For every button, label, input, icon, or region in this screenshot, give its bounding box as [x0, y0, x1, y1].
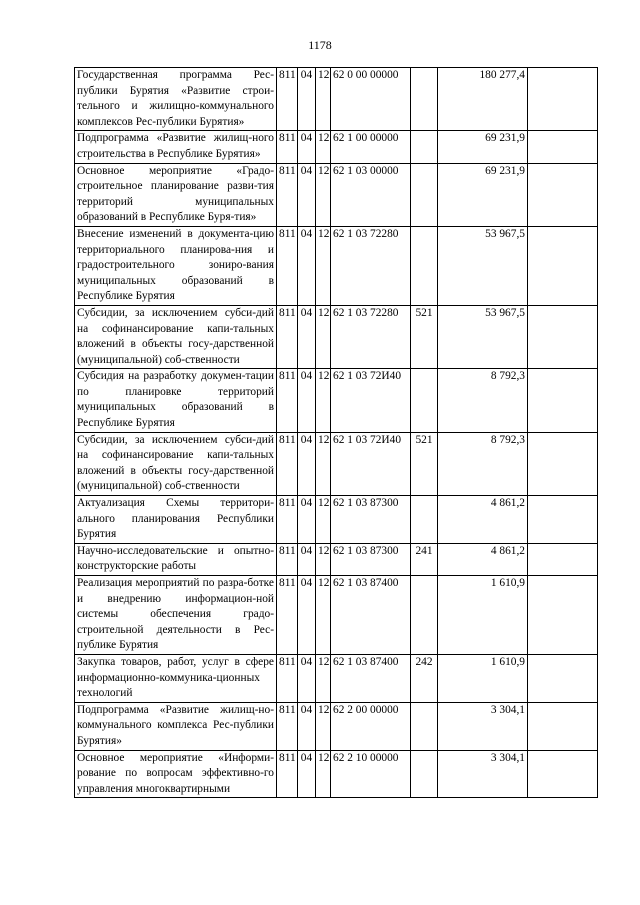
table-row	[75, 576, 598, 655]
row-target-article: 62 1 00 00000	[331, 131, 411, 163]
row-section-code: 04	[298, 496, 316, 544]
row-target-article: 62 2 00 00000	[331, 702, 411, 750]
row-expense-type	[411, 226, 438, 305]
row-expense-type: 241	[411, 543, 438, 575]
row-target-article: 62 1 03 87300	[331, 543, 411, 575]
row-expense-type	[411, 702, 438, 750]
row-subsection-code: 12	[316, 750, 331, 798]
row-ministry-code: 811	[277, 702, 298, 750]
row-empty-cell	[528, 131, 598, 163]
row-name-cell: Научно-исследовательские и опытно-конструкторские работы	[75, 543, 277, 575]
row-amount: 4 861,2	[438, 496, 528, 544]
row-ministry-code: 811	[277, 543, 298, 575]
row-subsection-code: 12	[316, 131, 331, 163]
row-name-cell: Подпрограмма «Развитие жилищ-но-коммунального комплекса Рес-публики Бурятия»	[75, 702, 277, 750]
row-expense-type	[411, 750, 438, 798]
row-ministry-code: 811	[277, 496, 298, 544]
row-amount: 53 967,5	[438, 305, 528, 368]
row-ministry-code: 811	[277, 654, 298, 702]
table-row	[75, 163, 598, 226]
row-name-cell: Реализация мероприятий по разра-ботке и внедрению информацион-ной системы обеспечения градо-строительной деятельности в Рес-публике Бурятия	[75, 576, 277, 655]
row-section-code: 04	[298, 576, 316, 655]
row-ministry-code: 811	[277, 432, 298, 495]
row-ministry-code: 811	[277, 226, 298, 305]
row-name-cell: Государственная программа Рес-публики Бурятия «Развитие строи-тельного и жилищно-коммунального комплексов Рес-публики Бурятия»	[75, 68, 277, 131]
row-section-code: 04	[298, 305, 316, 368]
page-number: 1178	[308, 38, 332, 52]
row-expense-type	[411, 369, 438, 432]
row-empty-cell	[528, 369, 598, 432]
table-row	[75, 131, 598, 163]
row-name-cell: Субсидия на разработку докумен-тации по планировке территорий муниципальных образований в Республике Бурятия	[75, 369, 277, 432]
row-expense-type	[411, 576, 438, 655]
row-empty-cell	[528, 226, 598, 305]
row-section-code: 04	[298, 68, 316, 131]
row-empty-cell	[528, 432, 598, 495]
row-empty-cell	[528, 750, 598, 798]
row-section-code: 04	[298, 226, 316, 305]
row-target-article: 62 1 03 00000	[331, 163, 411, 226]
row-subsection-code: 12	[316, 576, 331, 655]
row-target-article: 62 1 03 87400	[331, 576, 411, 655]
row-subsection-code: 12	[316, 369, 331, 432]
table-row	[75, 68, 598, 131]
row-amount: 3 304,1	[438, 702, 528, 750]
row-empty-cell	[528, 576, 598, 655]
row-expense-type	[411, 68, 438, 131]
row-amount: 8 792,3	[438, 432, 528, 495]
row-section-code: 04	[298, 163, 316, 226]
row-name-cell: Актуализация Схемы территори-ального планирования Республики Бурятия	[75, 496, 277, 544]
row-section-code: 04	[298, 543, 316, 575]
table-row	[75, 750, 598, 798]
row-subsection-code: 12	[316, 543, 331, 575]
row-name-cell: Закупка товаров, работ, услуг в сфере информационно-коммуника-ционных технологий	[75, 654, 277, 702]
row-amount: 180 277,4	[438, 68, 528, 131]
row-expense-type	[411, 163, 438, 226]
row-name-cell: Субсидии, за исключением субси-дий на софинансирование капи-тальных вложений в объекты госу-дарственной (муниципальной) соб-ственности	[75, 432, 277, 495]
row-subsection-code: 12	[316, 226, 331, 305]
row-ministry-code: 811	[277, 68, 298, 131]
row-ministry-code: 811	[277, 163, 298, 226]
row-empty-cell	[528, 496, 598, 544]
row-expense-type: 242	[411, 654, 438, 702]
row-subsection-code: 12	[316, 432, 331, 495]
row-subsection-code: 12	[316, 496, 331, 544]
row-name-cell: Подпрограмма «Развитие жилищ-ного строительства в Республике Бурятия»	[75, 131, 277, 163]
row-subsection-code: 12	[316, 163, 331, 226]
row-expense-type	[411, 131, 438, 163]
row-section-code: 04	[298, 750, 316, 798]
row-amount: 3 304,1	[438, 750, 528, 798]
row-target-article: 62 1 03 87300	[331, 496, 411, 544]
row-amount: 1 610,9	[438, 654, 528, 702]
row-expense-type	[411, 496, 438, 544]
row-section-code: 04	[298, 702, 316, 750]
row-amount: 69 231,9	[438, 163, 528, 226]
row-name-cell: Субсидии, за исключением субси-дий на софинансирование капи-тальных вложений в объекты госу-дарственной (муниципальной) соб-ственности	[75, 305, 277, 368]
row-subsection-code: 12	[316, 702, 331, 750]
row-name-cell: Основное мероприятие «Градо-строительное планирование разви-тия территорий муниципальных образований в Республике Буря-тия»	[75, 163, 277, 226]
row-section-code: 04	[298, 131, 316, 163]
budget-table	[74, 67, 598, 798]
row-target-article: 62 0 00 00000	[331, 68, 411, 131]
row-ministry-code: 811	[277, 369, 298, 432]
row-ministry-code: 811	[277, 131, 298, 163]
row-subsection-code: 12	[316, 68, 331, 131]
row-target-article: 62 2 10 00000	[331, 750, 411, 798]
budget-table-body	[75, 68, 598, 798]
row-target-article: 62 1 03 87400	[331, 654, 411, 702]
table-row	[75, 369, 598, 432]
row-empty-cell	[528, 543, 598, 575]
row-amount: 8 792,3	[438, 369, 528, 432]
row-empty-cell	[528, 305, 598, 368]
row-section-code: 04	[298, 432, 316, 495]
row-expense-type: 521	[411, 305, 438, 368]
table-row	[75, 305, 598, 368]
row-target-article: 62 1 03 72280	[331, 226, 411, 305]
row-expense-type: 521	[411, 432, 438, 495]
row-section-code: 04	[298, 654, 316, 702]
row-empty-cell	[528, 702, 598, 750]
row-amount: 69 231,9	[438, 131, 528, 163]
table-row	[75, 543, 598, 575]
row-ministry-code: 811	[277, 305, 298, 368]
row-empty-cell	[528, 68, 598, 131]
table-row	[75, 654, 598, 702]
row-amount: 4 861,2	[438, 543, 528, 575]
table-row	[75, 226, 598, 305]
row-name-cell: Основное мероприятие «Информи-рование по вопросам эффективно-го управления многоквартирными	[75, 750, 277, 798]
table-row	[75, 702, 598, 750]
row-target-article: 62 1 03 72280	[331, 305, 411, 368]
table-row	[75, 496, 598, 544]
row-target-article: 62 1 03 72И40	[331, 369, 411, 432]
row-name-cell: Внесение изменений в документа-цию территориального планирова-ния и градостроительного зониро-вания муниципальных образований в Республике Бурятия	[75, 226, 277, 305]
row-amount: 53 967,5	[438, 226, 528, 305]
row-subsection-code: 12	[316, 305, 331, 368]
table-row	[75, 432, 598, 495]
row-ministry-code: 811	[277, 750, 298, 798]
row-subsection-code: 12	[316, 654, 331, 702]
row-empty-cell	[528, 654, 598, 702]
row-section-code: 04	[298, 369, 316, 432]
row-empty-cell	[528, 163, 598, 226]
row-ministry-code: 811	[277, 576, 298, 655]
row-amount: 1 610,9	[438, 576, 528, 655]
row-target-article: 62 1 03 72И40	[331, 432, 411, 495]
